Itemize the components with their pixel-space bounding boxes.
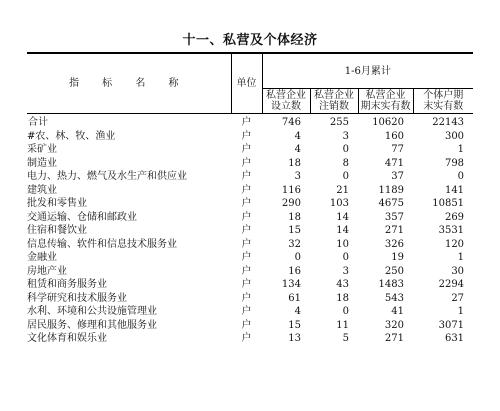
- row-value: 8: [342, 157, 349, 169]
- row-unit: 户: [241, 144, 252, 156]
- row-value: 250: [384, 265, 404, 277]
- unit-header: 单位: [231, 53, 262, 114]
- row-value: 18: [288, 211, 301, 223]
- table-row: [27, 224, 473, 238]
- row-value: 77: [391, 144, 404, 156]
- column-header-line: 期末实有数: [360, 101, 411, 112]
- row-value: 0: [342, 144, 349, 156]
- row-value: 14: [336, 225, 349, 237]
- row-value: 41: [391, 306, 404, 318]
- row-value: 3: [342, 265, 349, 277]
- table-row: [27, 184, 473, 198]
- row-value: 255: [329, 117, 349, 129]
- row-name: 住宿和餐饮业: [27, 225, 87, 237]
- row-value: 4: [294, 130, 301, 142]
- row-value: 160: [384, 130, 404, 142]
- table-row: [27, 319, 473, 333]
- row-value: 15: [288, 225, 301, 237]
- column-header-line: 末实有数: [423, 101, 464, 112]
- row-name: 制造业: [27, 157, 57, 169]
- row-unit: 户: [241, 252, 252, 264]
- row-value: 4: [294, 306, 301, 318]
- row-value: 10: [336, 238, 349, 250]
- row-value: 746: [281, 117, 301, 129]
- row-value: 19: [391, 252, 404, 264]
- table-title: 十一、私营及个体经济: [182, 33, 318, 48]
- row-unit: 户: [241, 279, 252, 291]
- row-unit: 户: [241, 225, 252, 237]
- row-value: 134: [281, 279, 301, 291]
- row-value: 3: [342, 130, 349, 142]
- row-value: 5: [342, 333, 349, 345]
- row-name: 采矿业: [27, 144, 57, 156]
- row-value: 18: [336, 292, 349, 304]
- table-row: [27, 143, 473, 157]
- row-value: 16: [288, 265, 301, 277]
- column-header-line: 私营企业: [314, 90, 354, 101]
- column-header-line: 私营企业: [365, 90, 406, 101]
- row-value: 30: [451, 265, 465, 277]
- row-value: 11: [336, 319, 349, 331]
- row-value: 21: [336, 184, 349, 196]
- row-value: 27: [451, 292, 465, 304]
- table-row: [27, 292, 473, 306]
- row-unit: 户: [241, 265, 252, 277]
- row-value: 0: [342, 306, 349, 318]
- header-row: [27, 53, 473, 89]
- row-name: 建筑业: [27, 184, 57, 196]
- row-unit: 户: [241, 292, 252, 304]
- row-value: 61: [288, 292, 301, 304]
- row-value: 1189: [378, 184, 404, 196]
- row-name: 合计: [28, 117, 48, 129]
- row-value: 18: [288, 157, 301, 169]
- table-row: [27, 114, 473, 130]
- column-header-private-new: [262, 89, 310, 114]
- table-row: [27, 170, 473, 184]
- row-unit: 户: [241, 333, 252, 345]
- column-header-private-existing: [358, 89, 413, 114]
- row-unit: 户: [241, 211, 252, 223]
- indicator-header-label: 指 标 名 称: [68, 78, 189, 89]
- row-value: 0: [342, 171, 349, 183]
- table-row: [27, 238, 473, 252]
- row-name: #农、林、牧、渔业: [27, 130, 116, 142]
- row-value: 0: [342, 252, 349, 264]
- row-name: 居民服务、修理和其他服务业: [27, 319, 157, 331]
- row-value: 103: [329, 198, 349, 210]
- row-value: 4: [294, 144, 301, 156]
- column-header-private-cancelled: [310, 89, 358, 114]
- row-value: 290: [281, 198, 301, 210]
- row-value: 13: [288, 333, 301, 345]
- row-value: 1483: [378, 279, 404, 291]
- row-unit: 户: [241, 198, 252, 210]
- row-value: 798: [444, 157, 465, 169]
- row-value: 15: [288, 319, 301, 331]
- row-value: 3: [294, 171, 301, 183]
- row-value: 32: [288, 238, 301, 250]
- table-row: [27, 251, 473, 265]
- row-value: 4675: [378, 198, 404, 210]
- row-value: 271: [384, 333, 404, 345]
- row-unit: 户: [241, 319, 252, 331]
- statistics-table: [27, 52, 473, 346]
- row-name: 信息传输、软件和信息技术服务业: [27, 238, 177, 250]
- row-unit: 户: [241, 157, 252, 169]
- row-value: 2294: [438, 279, 465, 291]
- row-name: 交通运输、仓储和邮政业: [27, 211, 137, 223]
- column-header-line: 个体户期: [423, 90, 464, 101]
- row-name: 文化体育和娱乐业: [27, 333, 107, 345]
- table-row: [27, 332, 473, 346]
- row-value: 3071: [438, 319, 465, 331]
- row-name: 金融业: [27, 252, 57, 264]
- indicator-header: [27, 53, 231, 114]
- table-row: [27, 211, 473, 225]
- row-value: 120: [444, 238, 465, 250]
- row-value: 631: [444, 333, 465, 345]
- column-header-line: 设立数: [271, 101, 301, 112]
- row-value: 1: [457, 306, 465, 318]
- row-value: 37: [391, 171, 404, 183]
- row-value: 10851: [432, 198, 465, 210]
- row-unit: 户: [241, 171, 252, 183]
- row-value: 0: [457, 171, 465, 183]
- row-name: 租赁和商务服务业: [27, 279, 107, 291]
- row-value: 357: [384, 211, 404, 223]
- row-name: 批发和零售业: [27, 198, 87, 210]
- row-name: 电力、热力、燃气及水生产和供应业: [27, 171, 187, 183]
- row-name: 房地产业: [27, 265, 67, 277]
- row-value: 269: [444, 211, 465, 223]
- row-value: 0: [294, 252, 301, 264]
- row-value: 543: [384, 292, 404, 304]
- row-value: 14: [336, 211, 349, 223]
- column-header-line: 私营企业: [266, 90, 306, 101]
- row-value: 10620: [372, 117, 404, 129]
- group-header: 1-6月累计: [262, 53, 473, 89]
- table-body: [27, 114, 473, 346]
- row-unit: 户: [241, 130, 252, 142]
- row-value: 300: [444, 130, 465, 142]
- row-value: 116: [281, 184, 301, 196]
- table-row: [27, 157, 473, 171]
- row-value: 43: [336, 279, 349, 291]
- row-value: 326: [384, 238, 404, 250]
- table-row: [27, 305, 473, 319]
- row-value: 271: [384, 225, 404, 237]
- row-value: 471: [384, 157, 404, 169]
- row-value: 320: [384, 319, 404, 331]
- table-row: [27, 197, 473, 211]
- row-unit: 户: [241, 117, 252, 129]
- row-value: 141: [444, 184, 465, 196]
- column-header-line: 注销数: [319, 101, 349, 112]
- row-unit: 户: [241, 184, 252, 196]
- row-unit: 户: [241, 306, 252, 318]
- row-value: 22143: [432, 117, 465, 129]
- row-value: 1: [457, 252, 465, 264]
- table-row: [27, 278, 473, 292]
- row-name: 水利、环境和公共设施管理业: [27, 306, 157, 318]
- table-row: [27, 265, 473, 279]
- column-header-individual-existing: [413, 89, 473, 114]
- table-row: [27, 130, 473, 144]
- row-unit: 户: [241, 238, 252, 250]
- row-value: 3531: [438, 225, 465, 237]
- row-value: 1: [457, 144, 465, 156]
- row-name: 科学研究和技术服务业: [27, 292, 127, 304]
